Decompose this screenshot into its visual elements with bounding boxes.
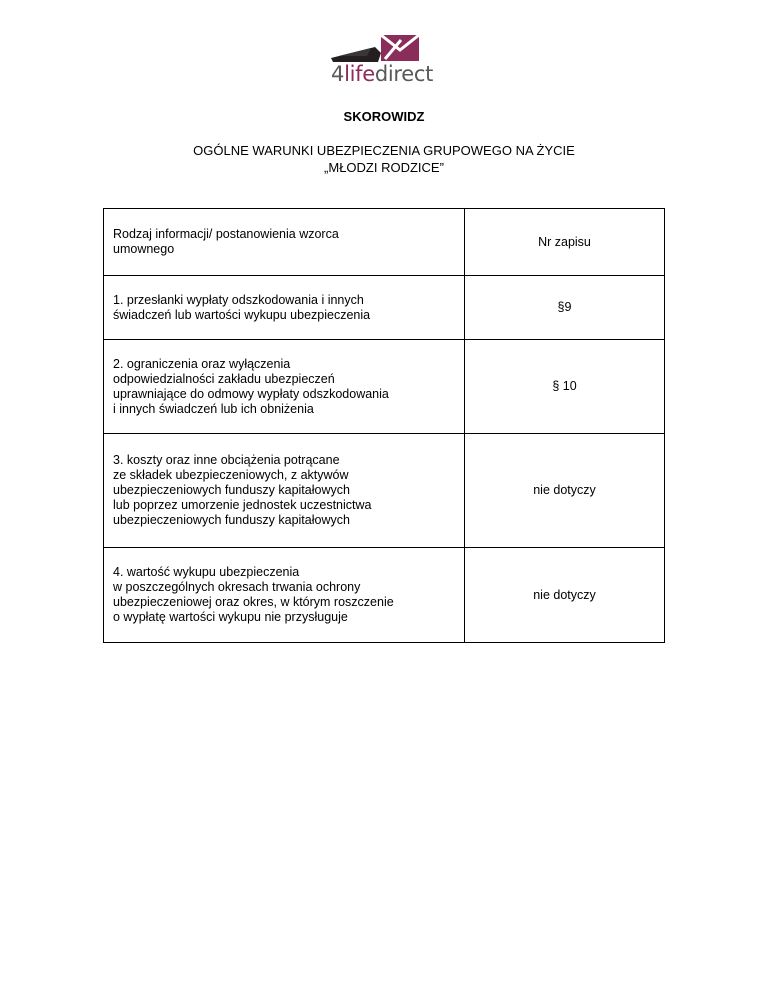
info-text: lub poprzez umorzenie jednostek uczestnictwa: [113, 498, 372, 512]
info-text: 2. ograniczenia oraz wyłączenia: [113, 356, 291, 371]
info-text: ubezpieczeniowej oraz okres, w którym roszczenie: [113, 595, 394, 609]
nr-cell: [465, 276, 665, 340]
info-text: ubezpieczeniowych funduszy kapitałowych: [113, 483, 350, 497]
header-nr-cell: [465, 209, 665, 276]
info-text: w poszczególnych okresach trwania ochrony: [113, 580, 361, 594]
document-subtitle-line-1: OGÓLNE WARUNKI UBEZPIECZENIA GRUPOWEGO NA ŻYCIE: [193, 143, 575, 158]
info-text: świadczeń lub wartości wykupu ubezpieczenia: [113, 307, 371, 322]
info-text: 4. wartość wykupu ubezpieczenia: [113, 565, 300, 579]
logo-wordmark: 4lifedirect: [331, 62, 434, 86]
company-logo: [325, 34, 445, 92]
nr-text: §9: [557, 300, 572, 314]
table-row: [104, 340, 665, 434]
info-text: uprawniające do odmowy wypłaty odszkodowania: [113, 386, 389, 401]
info-cell: [104, 548, 465, 643]
nr-text: nie dotyczy: [533, 587, 596, 602]
info-cell: [104, 434, 465, 548]
table-row: [104, 548, 665, 643]
table-header-row: [104, 209, 665, 276]
info-cell: [104, 276, 465, 340]
info-text: 3. koszty oraz inne obciążenia potrącane: [113, 453, 340, 467]
header-info-cell: [104, 209, 465, 276]
nr-cell: [465, 548, 665, 643]
info-text: o wypłatę wartości wykupu nie przysługuje: [113, 610, 348, 624]
table-row: [104, 434, 665, 548]
info-text: ze składek ubezpieczeniowych, z aktywów: [113, 468, 349, 482]
nr-text: nie dotyczy: [533, 483, 596, 497]
document-subtitle-line-2: „MŁODZI RODZICE”: [324, 160, 444, 175]
info-text: i innych świadczeń lub ich obniżenia: [113, 401, 314, 416]
info-text: 1. przesłanki wypłaty odszkodowania i innych: [113, 292, 364, 307]
info-text: odpowiedzialności zakładu ubezpieczeń: [113, 371, 335, 386]
index-table: [103, 208, 665, 643]
info-text: ubezpieczeniowych funduszy kapitałowych: [113, 513, 350, 527]
envelope-logo-icon: [331, 34, 439, 64]
nr-cell: [465, 434, 665, 548]
header-info-text: umownego: [113, 242, 175, 256]
nr-cell: [465, 340, 665, 434]
nr-text: § 10: [552, 379, 577, 393]
header-info-text: Rodzaj informacji/ postanowienia wzorca: [113, 227, 339, 241]
page-title: SKOROWIDZ: [343, 109, 425, 124]
table-row: [104, 276, 665, 340]
header-nr-text: Nr zapisu: [538, 234, 591, 249]
info-cell: [104, 340, 465, 434]
